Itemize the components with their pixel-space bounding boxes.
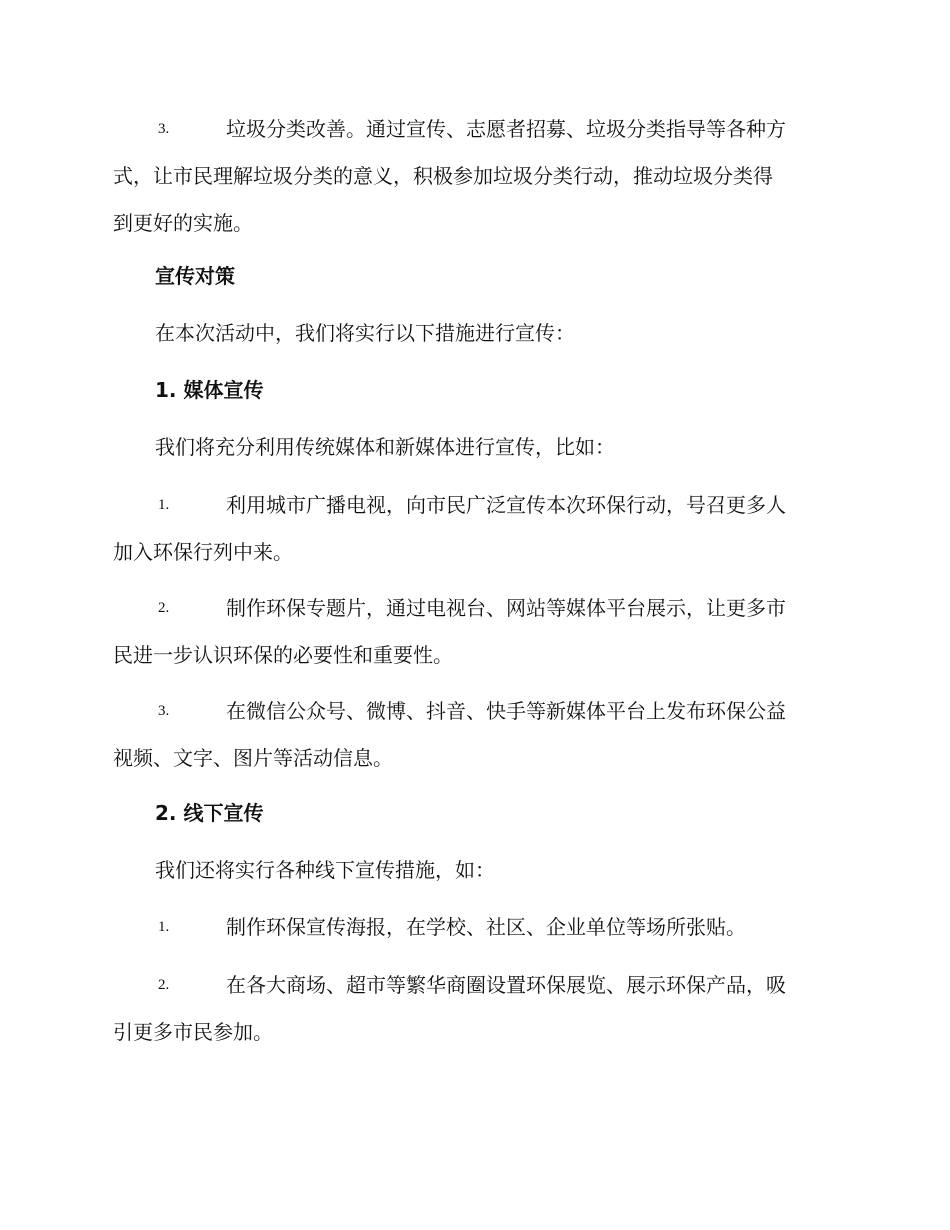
list-text: 民进一步认识环保的必要性和重要性。 [113,643,453,667]
list-text: 到更好的实施。 [113,211,253,235]
list-text: 视频、文字、图片等活动信息。 [113,746,393,770]
list-number: 2. [158,600,170,616]
list-text: 制作环保宣传海报，在学校、社区、企业单位等场所张贴。 [226,915,746,939]
list-text: 式，让市民理解垃圾分类的意义，积极参加垃圾分类行动，推动垃圾分类得 [113,164,773,188]
list-text: 制作环保专题片，通过电视台、网站等媒体平台展示，让更多市 [226,596,786,620]
list-item [113,482,833,576]
list-item [113,904,833,951]
list-number: 2. [158,977,170,993]
list-text: 加入环保行列中来。 [113,540,293,564]
list-item [113,688,833,782]
list-item [113,585,833,679]
section-heading: 宣传对策 [155,264,235,288]
list-number: 3. [158,703,170,719]
list-number: 1. [158,919,170,935]
list-text: 垃圾分类改善。通过宣传、志愿者招募、垃圾分类指导等各种方 [226,117,786,141]
list-item-garbage [113,106,833,247]
list-number: 1. [158,497,170,513]
list-number: 3. [158,121,170,137]
list-text: 引更多市民参加。 [113,1020,273,1044]
subsection-heading: 1. 媒体宣传 [155,378,264,402]
paragraph: 我们还将实行各种线下宣传措施，如： [155,858,495,882]
list-text: 在微信公众号、微博、抖音、快手等新媒体平台上发布环保公益 [226,699,786,723]
list-text: 在各大商场、超市等繁华商圈设置环保展览、展示环保产品，吸 [226,973,786,997]
list-item [113,962,833,1056]
paragraph: 在本次活动中，我们将实行以下措施进行宣传： [155,321,575,345]
list-text: 利用城市广播电视，向市民广泛宣传本次环保行动，号召更多人 [226,493,786,517]
subsection-heading: 2. 线下宣传 [155,801,264,825]
paragraph: 我们将充分利用传统媒体和新媒体进行宣传，比如： [155,435,615,459]
